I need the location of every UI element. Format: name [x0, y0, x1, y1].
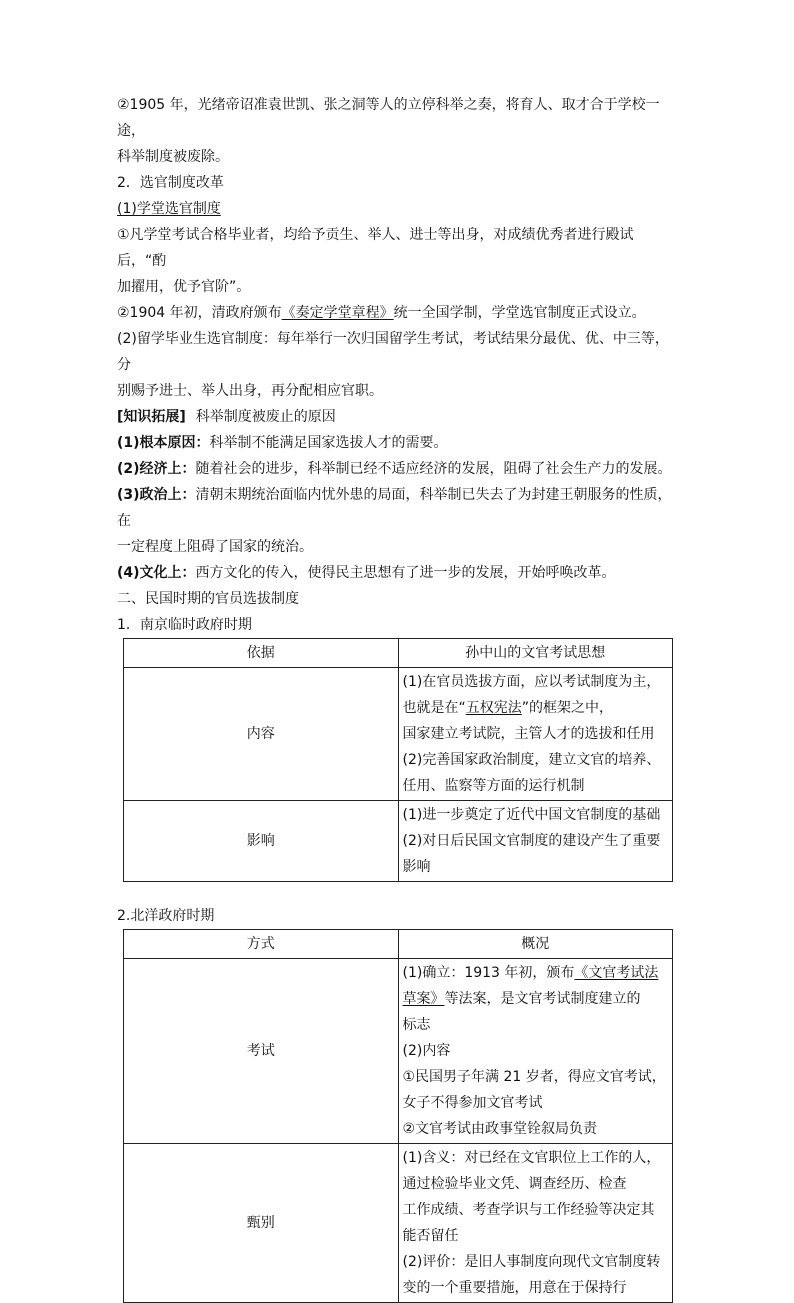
table-row: [124, 930, 673, 959]
five-power-constitution: 五权宪法: [465, 700, 522, 716]
knowledge-item: (3)政治上：清朝末期统治面临内忧外患的局面，科举制已失去了为封建王朝服务的性质，在: [117, 487, 672, 529]
nanjing-table: [123, 638, 673, 882]
paragraph-school-1: ①凡学堂考试合格毕业者，均给予贡生、举人、进士等出身，对成绩优秀者进行殿试后，“酌: [117, 227, 634, 269]
subheading-beiyang: 2.北洋政府时期: [117, 908, 215, 924]
table-header-thought: 孙中山的文官考试思想: [398, 639, 673, 668]
table-row: [124, 639, 673, 668]
knowledge-tag: [知识拓展]: [117, 409, 186, 425]
row-label-exam: 考试: [124, 959, 399, 1144]
knowledge-item: (1)根本原因：科举制不能满足国家选拔人才的需要。: [117, 435, 448, 451]
paragraph-1905: ②1905 年，光绪帝诏准袁世凯、张之洞等人的立停科举之奏，将育人、取才合于学校一途，: [117, 97, 660, 139]
exam-law-draft-title: 《文官考试法草案》: [402, 965, 659, 1007]
knowledge-title: 科举制度被废止的原因: [195, 409, 336, 425]
spacer: [117, 882, 677, 903]
knowledge-item: (4)文化上：西方文化的传入，使得民主思想有了进一步的发展，开始呼唤改革。: [117, 565, 616, 581]
paragraph-school-2: ②1904 年初，清政府颁布《奏定学堂章程》统一全国学制，学堂选官制度正式设立。: [117, 305, 646, 321]
subheading-nanjing: 1．南京临时政府时期: [117, 617, 252, 633]
row-label-screening: 甄别: [124, 1144, 399, 1303]
beiyang-table: [123, 929, 673, 1303]
table-row: [124, 668, 673, 801]
knowledge-extension-heading: [117, 404, 677, 430]
table-row: [124, 1144, 673, 1303]
knowledge-item: (2)经济上：随着社会的进步，科举制已经不适应经济的发展，阻碍了社会生产力的发展。: [117, 461, 672, 477]
table-cell: (1)含义：对已经在文官职位上工作的人，通过检验毕业文凭、调查经历、检查 工作成绩、考查学识与工作经验等决定其能否留任 (2)评价：是旧人事制度向现代文官制度转变的一个重要措施，用意在于保持行: [398, 1144, 673, 1303]
table-row: [124, 801, 673, 882]
section-heading-reform: 2．选官制度改革: [117, 175, 224, 191]
paragraph-1905-cont: 科举制度被废除。: [117, 149, 229, 165]
table-cell: (1)在官员选拔方面，应以考试制度为主，也就是在“五权宪法”的框架之中， 国家建立考试院，主管人才的选拔和任用 (2)完善国家政治制度，建立文官的培养、任用、监察等方面的运行机制: [398, 668, 673, 801]
row-label-impact: 影响: [124, 801, 399, 882]
school-charter-title: 《奏定学堂章程》: [281, 305, 394, 321]
knowledge-item-cont: 一定程度上阻碍了国家的统治。: [117, 539, 313, 555]
table-header-overview: 概况: [398, 930, 673, 959]
document-content: [117, 92, 677, 1303]
table-header-method: 方式: [124, 930, 399, 959]
paragraph-overseas: (2)留学毕业生选官制度：每年举行一次归国留学生考试，考试结果分最优、优、中三等，分: [117, 331, 669, 373]
table-header-basis: 依据: [124, 639, 399, 668]
subheading-school-selection: (1)学堂选官制度: [117, 201, 221, 217]
table-cell: (1)进一步奠定了近代中国文官制度的基础 (2)对日后民国文官制度的建设产生了重要影响: [398, 801, 673, 882]
table-cell: (1)确立：1913 年初，颁布《文官考试法草案》等法案，是文官考试制度建立的 标志 (2)内容 ①民国男子年满 21 岁者，得应文官考试，女子不得参加文官考试 ②文官考试由政事堂铨叙局负责: [398, 959, 673, 1144]
section-heading-minguo: 二、民国时期的官员选拔制度: [117, 591, 299, 607]
row-label-content: 内容: [124, 668, 399, 801]
paragraph-overseas-cont: 别赐予进士、举人出身，再分配相应官职。: [117, 383, 383, 399]
paragraph-school-1-cont: 加擢用，优予官阶”。: [117, 279, 251, 295]
table-row: [124, 959, 673, 1144]
